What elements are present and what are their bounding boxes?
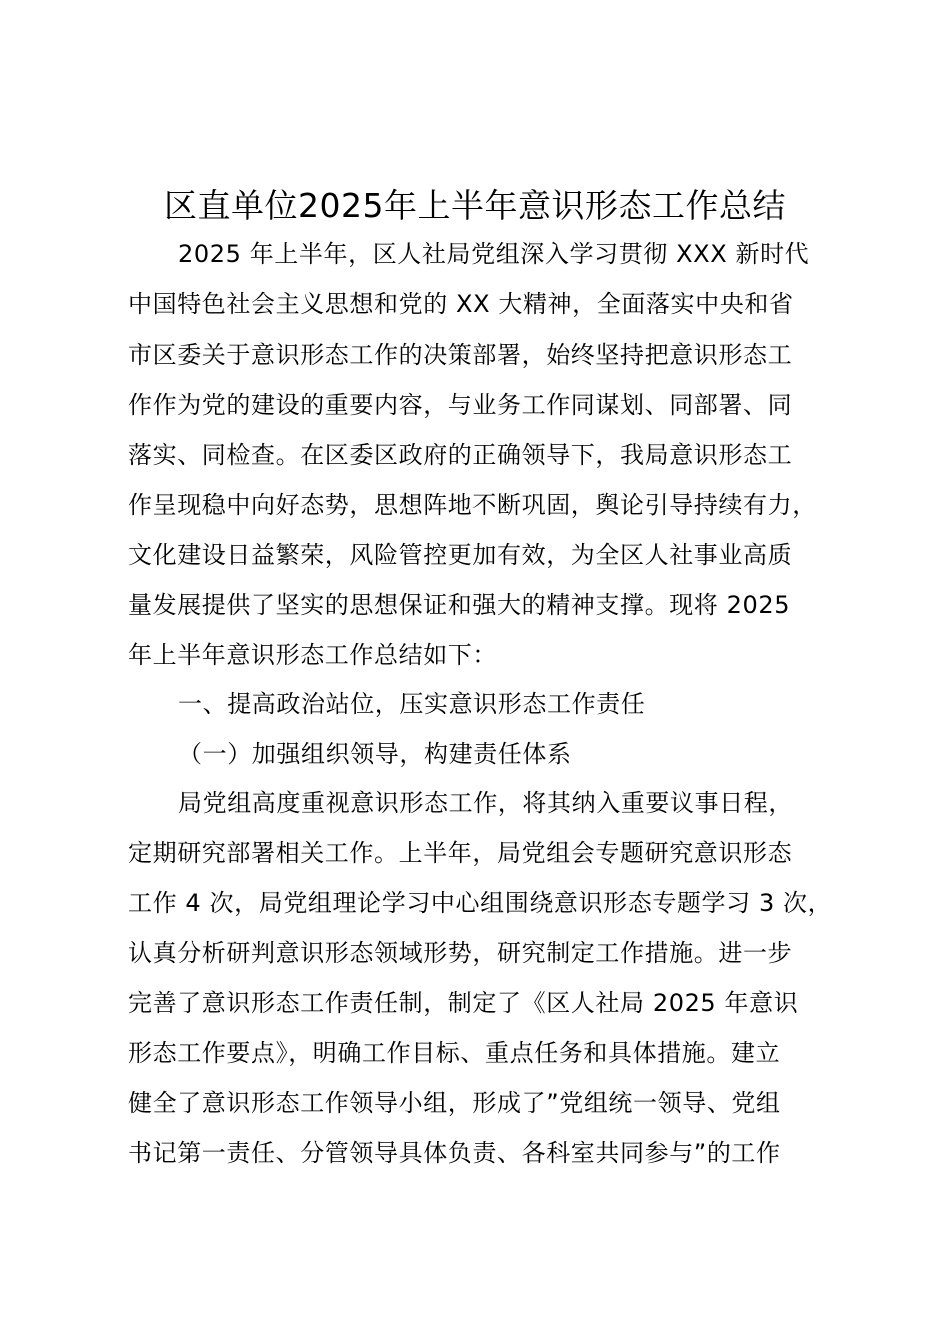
paragraph-line: 健全了意识形态工作领导小组，形成了”党组统一领导、党组 [128,1089,781,1117]
paragraph-line: 年上半年意识形态工作总结如下： [128,641,497,669]
paragraph-line: 形态工作要点》，明确工作目标、重点任务和具体措施。建立 [128,1039,781,1067]
paragraph-line: 文化建设日益繁荣，风险管控更加有效，为全区人社事业高质 [128,541,793,569]
section-heading: 一、提高政治站位，压实意识形态工作责任 [178,690,646,718]
paragraph-line: 工作 4 次，局党组理论学习中心组围绕意识形态专题学习 3 次， [128,889,833,917]
document-title: 区直单位2025年上半年意识形态工作总结 [164,186,786,225]
paragraph-line: 局党组高度重视意识形态工作，将其纳入重要议事日程， [178,789,793,817]
subsection-heading: （一）加强组织领导，构建责任体系 [178,740,572,768]
paragraph-line: 作呈现稳中向好态势，思想阵地不断巩固，舆论引导持续有力， [128,491,817,519]
paragraph-line: 中国特色社会主义思想和党的 XX 大精神，全面落实中央和省 [128,290,794,318]
paragraph-line: 书记第一责任、分管领导具体负责、各科室共同参与”的工作 [128,1139,781,1167]
paragraph-line: 定期研究部署相关工作。上半年，局党组会专题研究意识形态 [128,839,793,867]
paragraph-line: 量发展提供了坚实的思想保证和强大的精神支撑。现将 2025 [128,591,791,619]
paragraph-line: 认真分析研判意识形态领域形势，研究制定工作措施。进一步 [128,939,793,967]
paragraph-line: 完善了意识形态工作责任制，制定了《区人社局 2025 年意识 [128,989,799,1017]
paragraph-line: 2025 年上半年，区人社局党组深入学习贯彻 XXX 新时代 [178,240,810,268]
paragraph-line: 作作为党的建设的重要内容，与业务工作同谋划、同部署、同 [128,391,793,419]
paragraph-line: 市区委关于意识形态工作的决策部署，始终坚持把意识形态工 [128,341,793,369]
paragraph-line: 落实、同检查。在区委区政府的正确领导下，我局意识形态工 [128,441,793,469]
